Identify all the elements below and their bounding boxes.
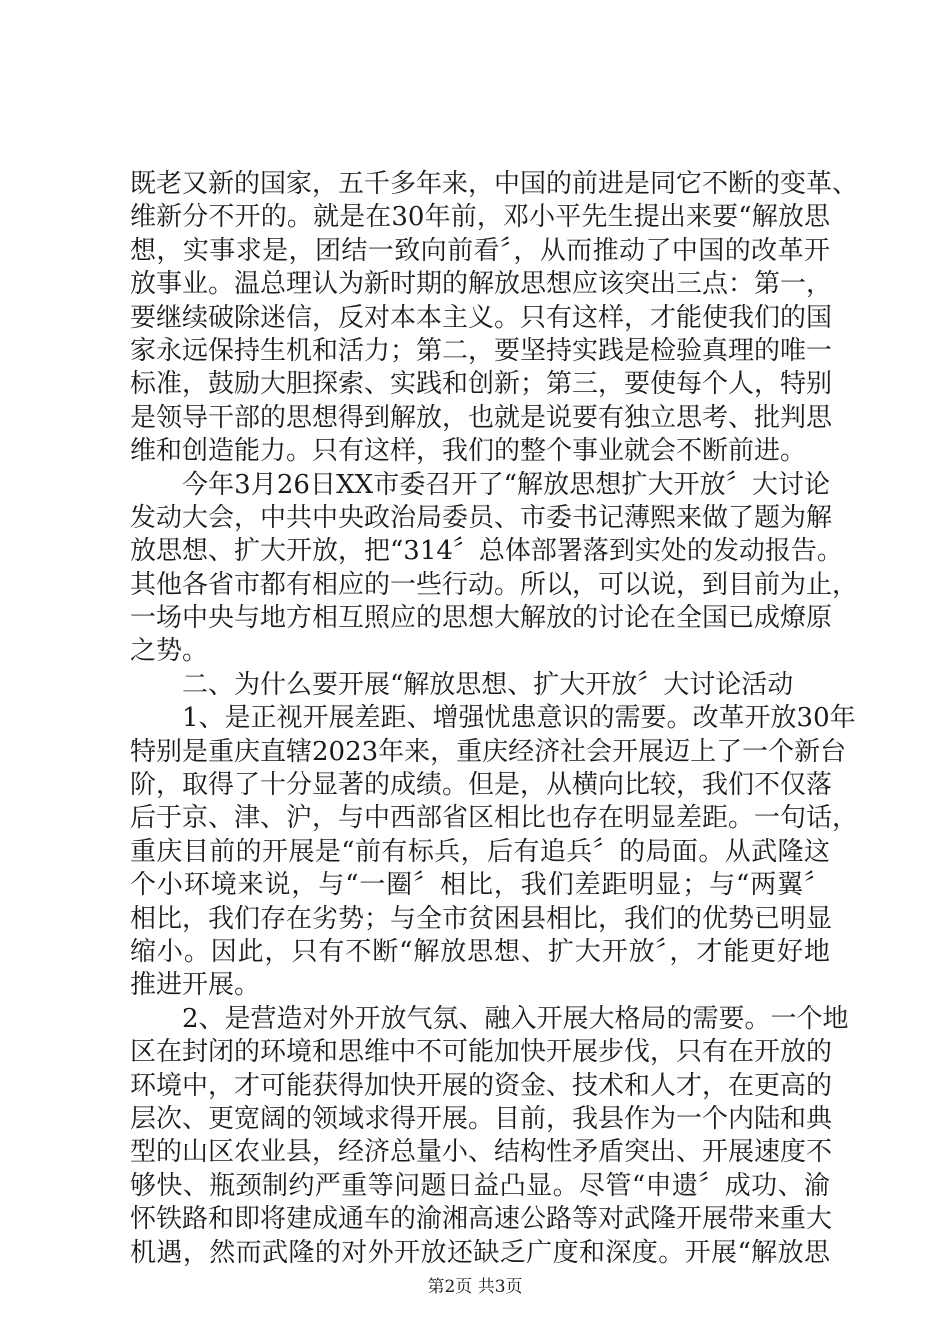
text-line: 既老又新的国家，五千多年来，中国的前进是同它不断的变革、 [130, 169, 859, 199]
text-line: 阶，取得了十分显著的成绩。但是，从横向比较，我们不仅落 [130, 770, 833, 801]
text-line: 重庆目前的开展是“前有标兵，后有追兵〞的局面。从武隆这 [130, 836, 830, 867]
text-line: 层次、更宽阔的领域求得开展。目前，我县作为一个内陆和典 [130, 1103, 833, 1134]
text-line: 放思想、扩大开放，把“314〞总体部署落到实处的发动报告。 [130, 536, 843, 567]
text-line: 要继续破除迷信，反对本本主义。只有这样，才能使我们的国 [130, 302, 833, 333]
text-line: 之势。 [130, 636, 209, 667]
text-line: 区在封闭的环境和思维中不可能加快开展步伐，只有在开放的 [130, 1037, 833, 1068]
text-line: 标准，鼓励大胆探索、实践和创新；第三，要使每个人，特别 [130, 369, 833, 400]
text-line: 想，实事求是，团结一致向前看〞，从而推动了中国的改革开 [130, 235, 830, 266]
text-line: 一场中央与地方相互照应的思想大解放的讨论在全国已成燎原 [130, 603, 833, 634]
text-line: 够快、瓶颈制约严重等问题日益凸显。尽管“申遗〞成功、渝 [130, 1170, 830, 1201]
text-line: 2、是营造对外开放气氛、融入开展大格局的需要。一个地 [182, 1003, 849, 1034]
text-line: 型的山区农业县，经济总量小、结构性矛盾突出、开展速度不 [130, 1137, 833, 1168]
text-line: 特别是重庆直辖2023年来，重庆经济社会开展迈上了一个新台 [130, 736, 847, 767]
text-line: 放事业。温总理认为新时期的解放思想应该突出三点：第一， [130, 269, 833, 300]
text-line: 环境中，才可能获得加快开展的资金、技术和人才，在更高的 [130, 1070, 833, 1101]
text-line: 机遇，然而武隆的对外开放还缺乏广度和深度。开展“解放思 [130, 1237, 830, 1268]
text-line: 家永远保持生机和活力；第二，要坚持实践是检验真理的唯一 [130, 335, 833, 366]
text-line: 缩小。因此，只有不断“解放思想、扩大开放〞，才能更好地 [130, 936, 830, 967]
text-line: 是领导干部的思想得到解放，也就是说要有独立思考、批判思 [130, 402, 833, 433]
text-line: 个小环境来说，与“一圈〞相比，我们差距明显；与“两翼〞 [130, 870, 830, 901]
text-line: 维和创造能力。只有这样，我们的整个事业就会不断前进。 [130, 436, 807, 467]
text-line: 推进开展。 [130, 970, 261, 1001]
text-line: 怀铁路和即将建成通车的渝湘高速公路等对武隆开展带来重大 [130, 1204, 833, 1235]
text-line: 相比，我们存在劣势；与全市贫困县相比，我们的优势已明显 [130, 903, 833, 934]
body-text [130, 168, 859, 1270]
page-footer: 第2页 共3页 [427, 1277, 523, 1297]
text-line: 今年3月26日XX市委召开了“解放思想扩大开放〞大讨论 [182, 469, 830, 500]
text-line: 其他各省市都有相应的一些行动。所以，可以说，到目前为止， [130, 569, 859, 600]
text-line: 二、为什么要开展“解放思想、扩大开放〞大讨论活动 [182, 669, 794, 700]
text-line: 维新分不开的。就是在30年前，邓小平先生提出来要“解放思 [130, 202, 830, 233]
text-line: 后于京、津、沪，与中西部省区相比也存在明显差距。一句话， [130, 803, 859, 834]
text-line: 发动大会，中共中央政治局委员、市委书记薄熙来做了题为解 [130, 502, 833, 533]
text-line: 1、是正视开展差距、增强忧患意识的需要。改革开放30年 [182, 703, 856, 734]
